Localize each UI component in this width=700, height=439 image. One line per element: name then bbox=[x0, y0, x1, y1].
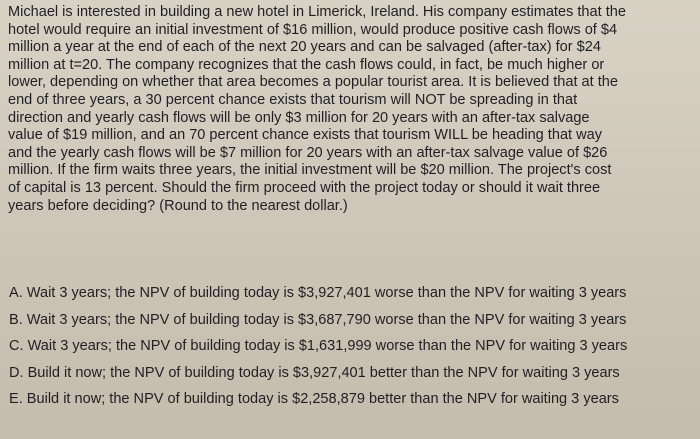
question-line: and the yearly cash flows will be $7 million for 20 years with an after-tax salvage value of $26 bbox=[8, 144, 608, 161]
option-a[interactable]: A. Wait 3 years; the NPV of building today is $3,927,401 worse than the NPV for waiting 3 years bbox=[9, 285, 627, 301]
question-line: million a year at the end of each of the next 20 years and can be salvaged (after-tax) for $24 bbox=[8, 39, 601, 56]
option-e[interactable]: E. Build it now; the NPV of building today is $2,258,879 better than the NPV for waiting 3 years bbox=[9, 391, 619, 407]
question-line: Michael is interested in building a new hotel in Limerick, Ireland. His company estimates that the bbox=[8, 4, 626, 20]
question-line: lower, depending on whether that area becomes a popular tourist area. It is believed that at the bbox=[8, 74, 618, 91]
option-c[interactable]: C. Wait 3 years; the NPV of building today is $1,631,999 worse than the NPV for waiting 3 years bbox=[9, 338, 628, 354]
question-line: million at t=20. The company recognizes that the cash flows could, in fact, be much higher or bbox=[8, 56, 605, 73]
option-b[interactable]: B. Wait 3 years; the NPV of building today is $3,687,790 worse than the NPV for waiting 3 years bbox=[9, 311, 627, 328]
answer-options bbox=[9, 284, 695, 417]
question-line: value of $19 million, and an 70 percent chance exists that tourism WILL be heading that way bbox=[8, 127, 603, 144]
question-line: million. If the firm waits three years, the initial investment will be $20 million. The project's cost bbox=[8, 162, 612, 179]
question-line: end of three years, a 30 percent chance exists that tourism will NOT be spreading in that bbox=[8, 91, 578, 108]
option-d[interactable]: D. Build it now; the NPV of building today is $3,927,401 better than the NPV for waiting 3 years bbox=[9, 364, 620, 381]
question-line: of capital is 13 percent. Should the firm proceed with the project today or should it wait three bbox=[8, 179, 601, 196]
question-line: direction and yearly cash flows will be only $3 million for 20 years with an after-tax salvage bbox=[8, 109, 590, 126]
question-line: years before deciding? (Round to the nearest dollar.) bbox=[8, 197, 348, 214]
question-text bbox=[8, 4, 694, 215]
question-line: hotel would require an initial investment of $16 million, would produce positive cash flows of $4 bbox=[8, 21, 618, 38]
